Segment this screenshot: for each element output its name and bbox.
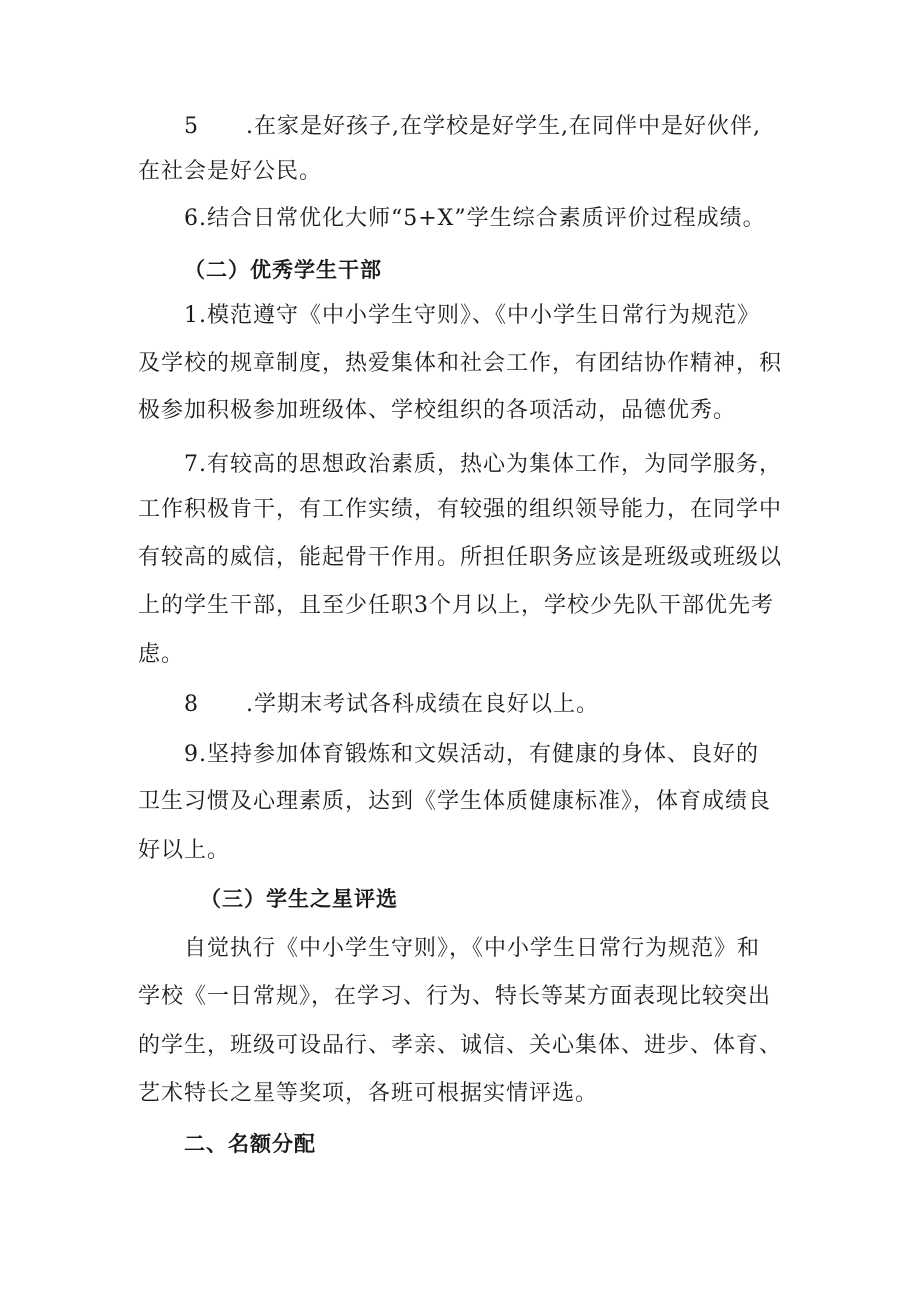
item-6-line-1: 6.结合日常优化大师“5+X”学生综合素质评价过程成绩。 bbox=[184, 206, 766, 231]
item-9-line-2: 卫生习惯及心理素质，达到《学生体质健康标准》，体育成绩良 bbox=[138, 789, 772, 814]
item-7-line-5: 虑。 bbox=[138, 642, 185, 667]
student-star-line-2: 学校《一日常规》，在学习、行为、特长等某方面表现比较突出 bbox=[138, 984, 772, 1009]
cadre-item-1-line-1: 1.模范遵守《中小学生守则》、《中小学生日常行为规范》 bbox=[184, 303, 760, 328]
item-7-line-3: 有较高的威信，能起骨干作用。所担任职务应该是班级或班级以 bbox=[138, 545, 783, 570]
item-7-line-1: 7.有较高的思想政治素质，热心为集体工作，为同学服务， bbox=[184, 452, 782, 477]
heading-excellent-cadres: （二）优秀学生干部 bbox=[184, 258, 382, 282]
item-8-number: 8 bbox=[184, 692, 199, 717]
student-star-line-4: 艺术特长之星等奖项，各班可根据实情评选。 bbox=[138, 1081, 599, 1106]
heading-student-star: （三）学生之星评选 bbox=[200, 887, 398, 911]
item-5-number: 5 bbox=[184, 114, 199, 139]
student-star-line-3: 的学生，班级可设品行、孝亲、诚信、关心集体、进步、体育、 bbox=[138, 1033, 783, 1058]
item-9-line-1: 9.坚持参加体育锻炼和文娱活动，有健康的身体、良好的 bbox=[184, 742, 759, 767]
student-star-line-1: 自觉执行《中小学生守则》，《中小学生日常行为规范》和 bbox=[184, 936, 761, 961]
cadre-item-1-line-2: 及学校的规章制度，热爱集体和社会工作，有团结协作精神，积 bbox=[138, 351, 783, 376]
item-7-line-2: 工作积极肯干，有工作实绩，有较强的组织领导能力，在同学中 bbox=[138, 497, 783, 522]
item-5-line-2: 在社会是好公民。 bbox=[138, 159, 323, 184]
item-7-line-4: 上的学生干部，且至少任职3个月以上，学校少先队干部优先考 bbox=[138, 593, 774, 618]
section-quota-allocation: 二、名额分配 bbox=[184, 1132, 316, 1156]
item-5-line-1: .在家是好孩子,在学校是好学生,在同伴中是好伙伴, bbox=[246, 114, 761, 139]
item-8-line-1: .学期末考试各科成绩在良好以上。 bbox=[246, 692, 599, 717]
cadre-item-1-line-3: 极参加积极参加班级体、学校组织的各项活动，品德优秀。 bbox=[138, 398, 737, 423]
item-9-line-3: 好以上。 bbox=[138, 838, 231, 863]
